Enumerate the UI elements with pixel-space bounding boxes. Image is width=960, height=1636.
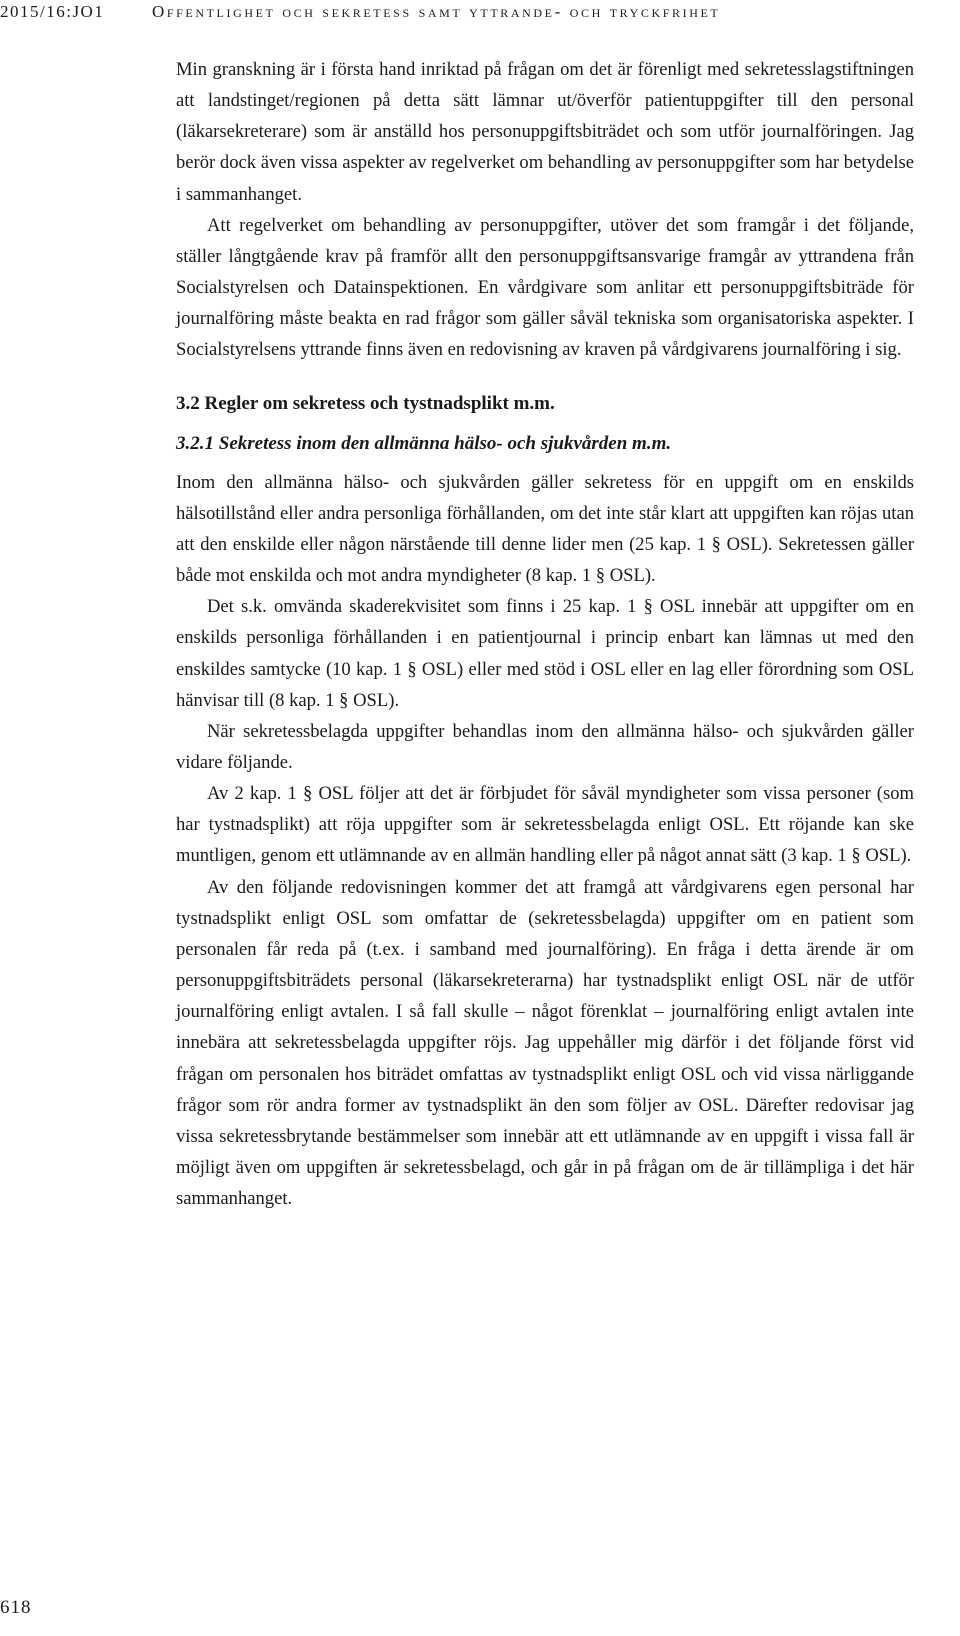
running-title: Offentlighet och sekretess samt yttrande- och tryckfrihet <box>152 2 721 21</box>
body-paragraph: När sekretessbelagda uppgifter behandlas inom den allmänna hälso- och sjukvården gäller vidare följande. <box>176 720 914 773</box>
section-heading: 3.2 Regler om sekretess och tystnadsplikt m.m. <box>176 392 555 414</box>
body-paragraph: Min granskning är i första hand inriktad på frågan om det är förenligt med sekretesslagstiftningen att landstinget/regionen på detta sätt lämnar ut/överför patientuppgifter till den personal (läkarsekreterare) som är anställd hos personuppgiftsbiträdet och som utför journalföringen. Jag berör dock även vissa aspekter av regelverket om behandling av personuppgifter som har betydelse i sammanhanget. <box>176 59 914 205</box>
page-body <box>176 54 914 1214</box>
body-paragraph: Det s.k. omvända skaderekvisitet som finns i 25 kap. 1 § OSL innebär att uppgifter om en enskilds personliga förhållanden i en patientjournal i princip enbart kan lämnas ut med den enskildes samtycke (10 kap. 1 § OSL) eller med stöd i OSL eller en lag eller förordning som OSL hänvisar till (8 kap. 1 § OSL). <box>176 596 914 711</box>
page-number: 618 <box>0 1597 32 1618</box>
subsection-heading: 3.2.1 Sekretess inom den allmänna hälso- och sjukvården m.m. <box>176 432 672 454</box>
running-header <box>0 2 960 28</box>
body-paragraph: Att regelverket om behandling av personuppgifter, utöver det som framgår i det följande, ställer långtgående krav på framför allt den personuppgiftsansvarige framgår av yttrandena från Socialstyrelsen och Datainspektionen. En vårdgivare som anlitar ett personuppgiftsbiträde för journalföring måste beakta en rad frågor som gäller såväl tekniska som organisatoriska aspekter. I Socialstyrelsens yttrande finns även en redovisning av kraven på vårdgivarens journalföring i sig. <box>176 214 914 361</box>
body-paragraph: Av den följande redovisningen kommer det att framgå att vårdgivarens egen personal har tystnadsplikt enligt OSL som omfattar de (sekretessbelagda) uppgifter om en patient som personalen får reda på (t.ex. i samband med journalföring). En fråga i detta ärende är om personuppgiftsbiträdets personal (läkarsekreterarna) har tystnadsplikt enligt OSL när de utför journalföring enligt avtalen. I så fall skulle – något förenklat – journalföring enligt avtalen inte innebära att sekretessbelagda uppgifter röjs. Jag uppehåller mig därför i det följande först vid frågan om personalen hos biträdet omfattas av tystnadsplikt enligt OSL och vid vissa närliggande frågor som rör andra former av tystnadsplikt än den som följer av OSL. Därefter redovisar jag vissa sekretessbrytande bestämmelser som innebär att ett utlämnande av en uppgift i vissa fall är möjligt även om uppgiften är sekretessbelagd, och går in på frågan om de är tillämpliga i det här sammanhanget. <box>176 876 914 1210</box>
document-reference: 2015/16:JO1 <box>0 2 105 21</box>
body-paragraph: Inom den allmänna hälso- och sjukvården gäller sekretess för en uppgift om en enskilds hälsotillstånd eller andra personliga förhållanden, om det inte står klart att uppgiften kan röjas utan att den enskilde eller någon närstående till denne lider men (25 kap. 1 § OSL). Sekretessen gäller både mot enskilda och mot andra myndigheter (8 kap. 1 § OSL). <box>176 471 914 587</box>
body-paragraph: Av 2 kap. 1 § OSL följer att det är förbjudet för såväl myndigheter som vissa personer (som har tystnadsplikt) att röja uppgifter som är sekretessbelagda enligt OSL. Ett röjande kan ske muntligen, genom ett utlämnande av en allmän handling eller på något annat sätt (3 kap. 1 § OSL). <box>176 783 914 867</box>
